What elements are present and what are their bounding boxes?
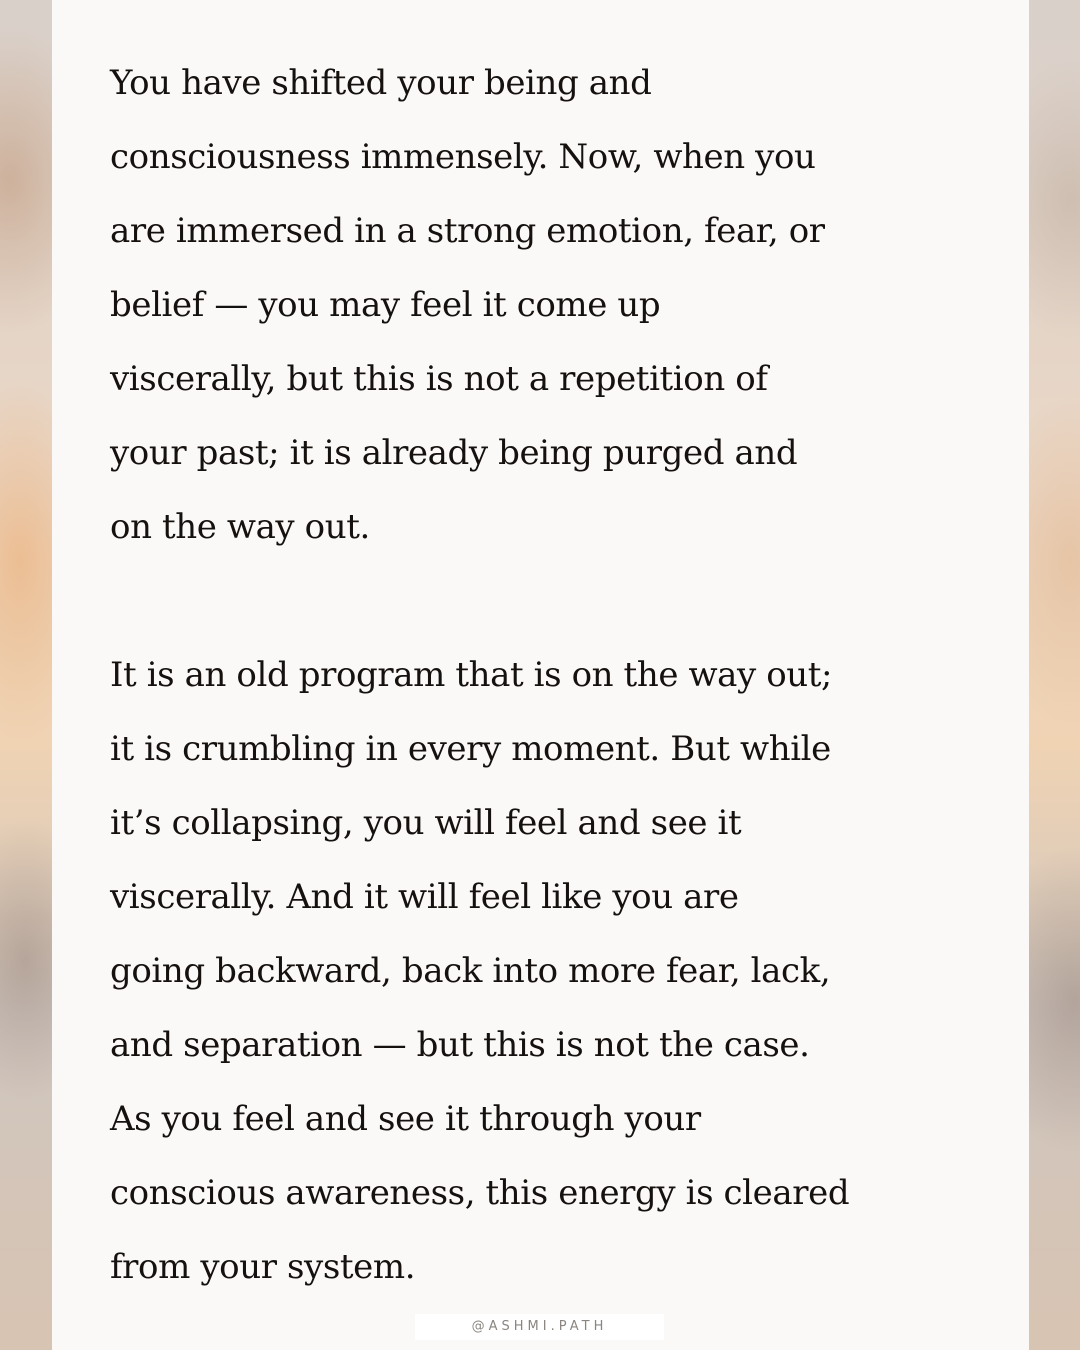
quote-line: and separation — but this is not the case. [110,1025,810,1065]
quote-line: viscerally. And it will feel like you are [110,877,739,917]
quote-line: it’s collapsing, you will feel and see it [110,803,742,843]
quote-line: are immersed in a strong emotion, fear, or [110,211,825,251]
paragraph-gap [110,564,990,638]
quote-line: it is crumbling in every moment. But while [110,729,831,769]
quote-line: your past; it is already being purged and [110,433,798,473]
quote-text [110,46,990,1304]
quote-line: It is an old program that is on the way out; [110,655,833,695]
author-handle: @ASHMI.PATH [415,1314,664,1340]
quote-line: going backward, back into more fear, lack, [110,951,831,991]
quote-line: conscious awareness, this energy is cleared [110,1173,850,1213]
quote-line: consciousness immensely. Now, when you [110,137,816,177]
quote-line: from your system. [110,1247,416,1287]
quote-line: viscerally, but this is not a repetition of [110,359,768,399]
quote-line: As you feel and see it through your [110,1099,701,1139]
quote-line: belief — you may feel it come up [110,285,661,325]
quote-line: on the way out. [110,507,370,547]
quote-line: You have shifted your being and [110,63,652,103]
